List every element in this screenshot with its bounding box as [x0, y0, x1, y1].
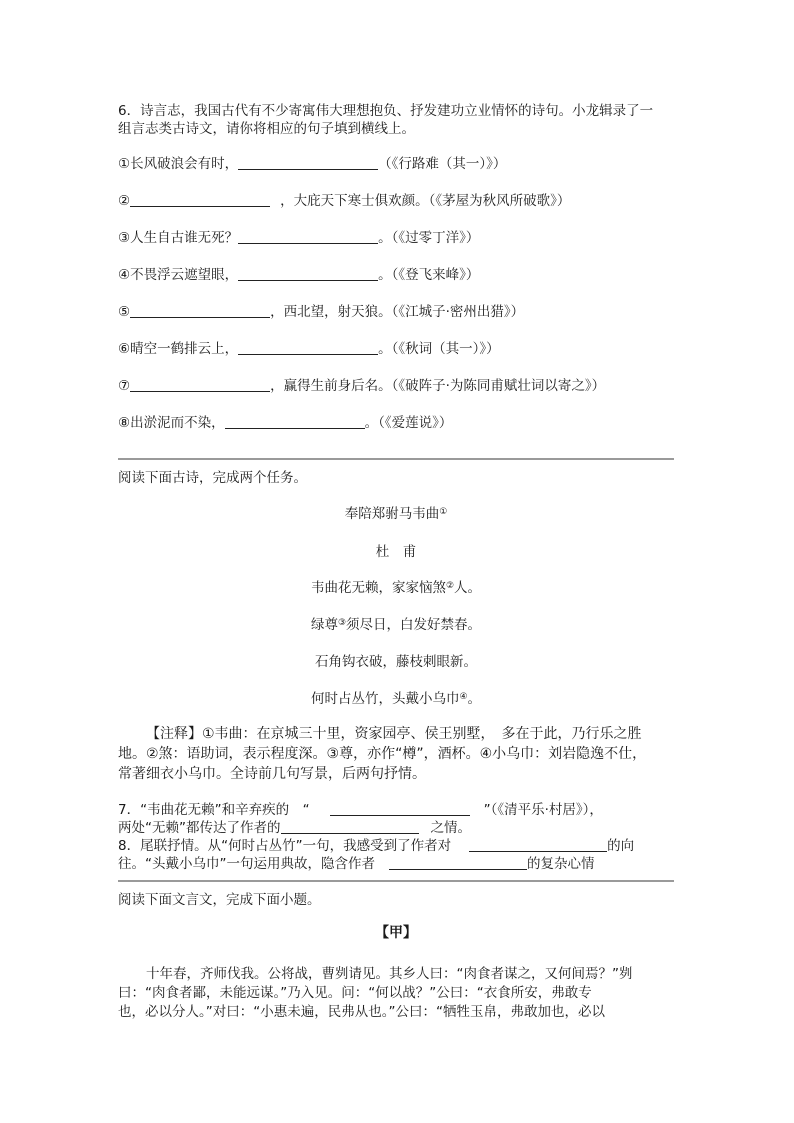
poem-line-3: 石角钩衣破，藤枝刺眼新。 — [315, 654, 477, 670]
q7-line2: 两处“无赖”都传达了作者的 之情。 — [118, 820, 471, 836]
poem-line-4: 何时占丛竹，头戴小乌巾④。 — [310, 691, 482, 707]
answer-blank[interactable] — [389, 868, 527, 870]
q6-item-7: ⑦ ，赢得生前身后名。（《破阵子·为陈同甫赋壮词以寄之》） — [118, 378, 606, 394]
q8-line1: 8．尾联抒情。从“何时占丛竹”一句，我感受到了作者对 的向 — [118, 838, 635, 854]
poem-title: 奉陪郑驸马韦曲① — [344, 506, 448, 522]
q6-item-4: ④不畏浮云遮望眼， 。（《登飞来峰》） — [118, 267, 480, 283]
annotation-line1: 【注释】①韦曲：在京城三十里，资家园亭、侯王别墅， 多在于此，乃行乐之胜 — [146, 726, 642, 742]
answer-blank[interactable] — [130, 390, 270, 392]
q6-item-2: ② ，大庇天下寒士俱欢颜。（《茅屋为秋风所破歌》） — [118, 193, 571, 209]
section-divider — [118, 458, 674, 460]
footnote-marker: ④ — [459, 692, 468, 702]
poem-author: 杜 甫 — [375, 544, 417, 560]
answer-blank[interactable] — [130, 316, 270, 318]
prose-instruction: 阅读下面文言文，完成下面小题。 — [118, 892, 321, 908]
q6-item-5: ⑤ ，西北望，射天狼。（《江城子·密州出猎》） — [118, 304, 525, 320]
answer-blank[interactable] — [238, 168, 378, 170]
poem-line-2: 绿尊③须尽日，白发好禁春。 — [310, 617, 482, 633]
answer-blank[interactable] — [238, 279, 378, 281]
q6-item-8: ⑧出淤泥而不染， 。（《爱莲说》） — [118, 415, 453, 431]
q6-item-1: ①长风破浪会有时， （《行路难（其一）》） — [118, 156, 507, 172]
prose-line2: 曰：“肉食者鄙，未能远谋。”乃入见。问：“何以战？”公曰：“衣食所安，弗敢专 — [118, 985, 592, 1001]
annotation-label: 【注释】 — [146, 726, 202, 742]
q8-line2: 往。“头戴小乌巾”一句运用典故，隐含作者 的复杂心情 — [118, 856, 595, 872]
footnote-marker: ① — [439, 507, 448, 517]
annotation-line2: 地。②煞：语助词，表示程度深。③尊，亦作“樽”，酒杯。④小乌巾：刘岩隐逸不仕， — [118, 746, 647, 762]
answer-blank[interactable] — [225, 427, 365, 429]
prose-line3: 也，必以分人。”对曰：“小惠未遍，民弗从也。”公曰：“牺牲玉帛，弗敢加也，必以 — [118, 1004, 605, 1020]
prose-heading: 【甲】 — [375, 925, 417, 941]
answer-blank[interactable] — [238, 353, 378, 355]
q6-intro-line2: 组言志类古诗文，请你将相应的句子填到横线上。 — [118, 121, 415, 137]
section-divider — [118, 880, 674, 882]
footnote-marker: ② — [445, 581, 455, 591]
q6-item-6: ⑥晴空一鹤排云上， 。（《秋词（其一）》） — [118, 341, 500, 357]
q6-intro-line1: 6．诗言志，我国古代有不少寄寓伟大理想抱负、抒发建功立业情怀的诗句。小龙辑录了一 — [118, 103, 654, 119]
poem-instruction: 阅读下面古诗，完成两个任务。 — [118, 470, 307, 486]
poem-line-1: 韦曲花无赖，家家恼煞②人。 — [310, 580, 482, 596]
answer-blank[interactable] — [238, 242, 378, 244]
q7-line1: 7．“韦曲花无赖”和辛弃疾的 “ ”（《清平乐·村居》）， — [118, 802, 603, 818]
footnote-marker: ③ — [337, 618, 347, 628]
prose-line1: 十年春，齐师伐我。公将战，曹刿请见。其乡人曰：“肉食者谋之，又何间焉？”刿 — [146, 966, 633, 982]
answer-blank[interactable] — [130, 205, 270, 207]
annotation-line3: 常著细衣小乌巾。全诗前几句写景，后两句抒情。 — [118, 766, 426, 782]
q6-item-3: ③人生自古谁无死？ 。（《过零丁洋》） — [118, 230, 480, 246]
